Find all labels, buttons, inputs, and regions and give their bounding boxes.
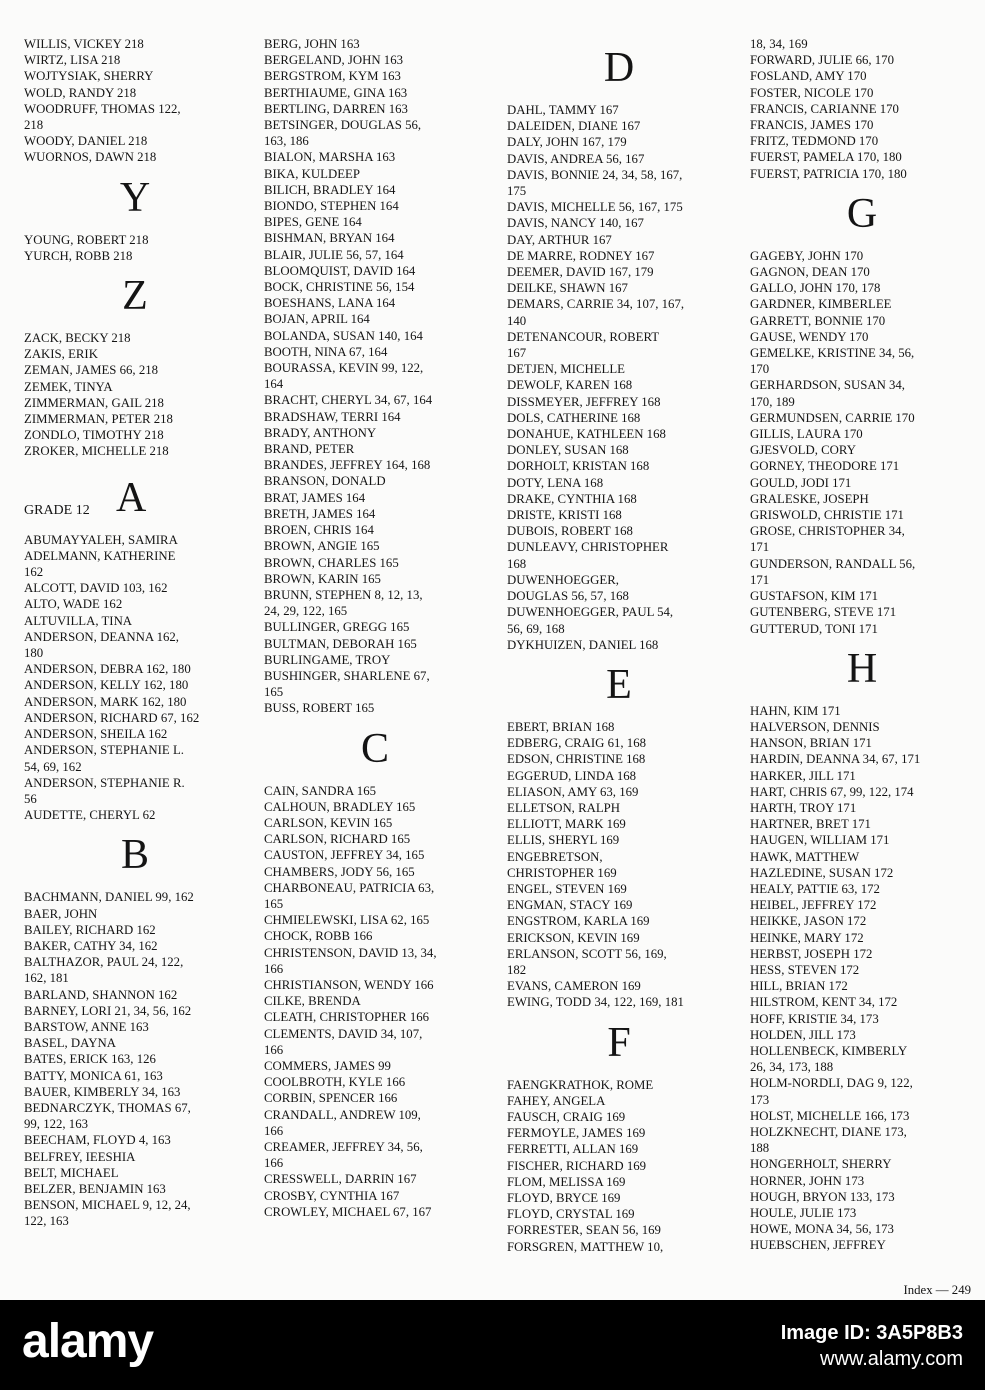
index-entry: FERRETTI, ALLAN 169	[507, 1142, 639, 1157]
index-entry: 182	[507, 962, 527, 977]
index-entry: GARRETT, BONNIE 170	[750, 313, 886, 328]
index-entry: BAILEY, RICHARD 162	[24, 922, 156, 937]
index-entry: COOLBROTH, KYLE 166	[264, 1075, 406, 1090]
index-entry: BERG, JOHN 163	[264, 37, 360, 51]
index-entry: HOWE, MONA 34, 56, 173	[750, 1222, 894, 1237]
index-entry: 140	[507, 313, 527, 328]
index-entry: GUTENBERG, STEVE 171	[750, 605, 897, 620]
index-entry: WIRTZ, LISA 218	[24, 53, 121, 68]
index-entry: ANDERSON, STEPHANIE L.	[24, 743, 184, 758]
index-entry: DOTY, LENA 168	[507, 475, 604, 490]
watermark-banner	[0, 1300, 985, 1390]
index-entry: CARLSON, KEVIN 165	[264, 815, 393, 830]
index-column-2	[264, 36, 486, 1220]
index-entry: BERTLING, DARREN 163	[264, 101, 408, 116]
index-entry: CROWLEY, MICHAEL 67, 167	[264, 1204, 432, 1219]
index-entry: FORSGREN, MATTHEW 10,	[507, 1239, 664, 1254]
index-entry: CILKE, BRENDA	[264, 994, 361, 1009]
index-entry: DAVIS, ANDREA 56, 167	[507, 151, 645, 166]
index-entry: ANDERSON, DEBRA 162, 180	[24, 662, 191, 677]
index-entry: GORNEY, THEODORE 171	[750, 459, 900, 474]
index-entry: DUWENHOEGGER, PAUL 54,	[507, 605, 674, 620]
index-entry: GRALESKE, JOSEPH	[750, 491, 869, 506]
index-entry: CRANDALL, ANDREW 109,	[264, 1107, 421, 1122]
index-entry: EDBERG, CRAIG 61, 168	[507, 736, 646, 751]
index-entry: DAVIS, BONNIE 24, 34, 58, 167,	[507, 167, 683, 182]
index-entry: HEINKE, MARY 172	[750, 930, 864, 945]
index-entry: GEMELKE, KRISTINE 34, 56,	[750, 346, 915, 361]
index-entry: BARLAND, SHANNON 162	[24, 987, 178, 1002]
index-entry: ABUMAYYALEH, SAMIRA	[24, 532, 178, 547]
index-entry: ELLIOTT, MARK 169	[507, 817, 626, 832]
section-letter: H	[846, 645, 878, 692]
index-entry: CAIN, SANDRA 165	[264, 783, 376, 798]
index-entry: HOLLENBECK, KIMBERLY	[750, 1043, 908, 1058]
index-entry: ZONDLO, TIMOTHY 218	[24, 428, 164, 443]
index-entry: BRAND, PETER	[264, 442, 355, 457]
index-entry: ALTO, WADE 162	[24, 597, 123, 612]
index-entry: DETJEN, MICHELLE	[507, 362, 625, 377]
index-entry: FUERST, PATRICIA 170, 180	[750, 166, 907, 181]
index-entry: YOUNG, ROBERT 218	[24, 232, 149, 247]
index-entry: BUSHINGER, SHARLENE 67,	[264, 668, 430, 683]
index-entry: BIALON, MARSHA 163	[264, 150, 396, 165]
section-letter: C	[360, 725, 389, 772]
index-entry: FLOM, MELISSA 169	[507, 1174, 626, 1189]
index-entry: HARTH, TROY 171	[750, 800, 857, 815]
index-entry: FRITZ, TEDMOND 170	[750, 134, 879, 149]
index-entry: ANDERSON, DEANNA 162,	[24, 629, 179, 644]
index-entry: DORHOLT, KRISTAN 168	[507, 459, 650, 474]
index-entry: HILSTROM, KENT 34, 172	[750, 995, 898, 1010]
index-entry: HEALY, PATTIE 63, 172	[750, 881, 880, 896]
index-entry: BIONDO, STEPHEN 164	[264, 199, 399, 214]
grade-label: GRADE 12	[24, 502, 90, 518]
index-entry: BRAT, JAMES 164	[264, 490, 366, 505]
index-entry: BETSINGER, DOUGLAS 56,	[264, 118, 422, 133]
index-entry: 171	[750, 540, 770, 555]
index-entry: CHOCK, ROBB 166	[264, 929, 373, 944]
index-entry: DALY, JOHN 167, 179	[507, 135, 627, 150]
index-entry: 99, 122, 163	[24, 1117, 88, 1132]
index-entry: ALTUVILLA, TINA	[24, 613, 133, 628]
section-header-row	[24, 476, 246, 520]
index-entry: ENGEL, STEVEN 169	[507, 881, 627, 896]
index-entry: 164	[264, 377, 284, 392]
index-entry: BERGSTROM, KYM 163	[264, 69, 401, 84]
index-entry: DRAKE, CYNTHIA 168	[507, 491, 637, 506]
index-entry: 24, 29, 122, 165	[264, 604, 348, 619]
index-entry: DONAHUE, KATHLEEN 168	[507, 427, 666, 442]
index-entry: 180	[24, 646, 44, 661]
index-entry: 175	[507, 184, 527, 199]
index-entry: BRADY, ANTHONY	[264, 425, 377, 440]
index-entry: WOLD, RANDY 218	[24, 85, 137, 100]
index-entry: DETENANCOUR, ROBERT	[507, 329, 660, 344]
index-entry: ZIMMERMAN, PETER 218	[24, 412, 173, 427]
index-entry: FRANCIS, CARIANNE 170	[750, 101, 899, 116]
index-entry: HEIBEL, JEFFREY 172	[750, 898, 877, 913]
index-entry: BIPES, GENE 164	[264, 215, 362, 230]
index-entry: BURLINGAME, TROY	[264, 652, 391, 667]
index-entry: DAVIS, MICHELLE 56, 167, 175	[507, 200, 683, 215]
index-entry: WILLIS, VICKEY 218	[24, 37, 144, 51]
index-entry: 218	[24, 118, 44, 133]
index-entry: DE MARRE, RODNEY 167	[507, 248, 655, 263]
index-entry: ZEMEK, TINYA	[24, 379, 113, 394]
index-column-3	[507, 36, 731, 1255]
index-entry: WOODRUFF, THOMAS 122,	[24, 101, 181, 116]
section-letter: A	[116, 474, 147, 521]
index-entry: BELT, MICHAEL	[24, 1165, 119, 1180]
index-entry: 171	[750, 572, 770, 587]
index-entry: BARNEY, LORI 21, 34, 56, 162	[24, 1003, 192, 1018]
index-entry: BUSS, ROBERT 165	[264, 701, 375, 716]
index-entry: HOULE, JULIE 173	[750, 1206, 857, 1220]
index-entry: HORNER, JOHN 173	[750, 1173, 865, 1188]
index-entry: 166	[264, 961, 284, 976]
index-entry: FLOYD, CRYSTAL 169	[507, 1207, 635, 1222]
section-letter: G	[846, 190, 878, 237]
index-entry: DUBOIS, ROBERT 168	[507, 524, 633, 539]
index-entry: ZACK, BECKY 218	[24, 331, 131, 346]
index-entry: GUTTERUD, TONI 171	[750, 621, 878, 636]
index-entry: GROSE, CHRISTOPHER 34,	[750, 524, 905, 539]
index-entry: DISSMEYER, JEFFREY 168	[507, 394, 661, 409]
index-entry: DYKHUIZEN, DANIEL 168	[507, 637, 659, 652]
index-entry: BRETH, JAMES 164	[264, 506, 376, 521]
index-entry: BEECHAM, FLOYD 4, 163	[24, 1133, 171, 1148]
index-entry: DONLEY, SUSAN 168	[507, 443, 629, 458]
index-entry: ANDERSON, RICHARD 67, 162	[24, 710, 200, 725]
index-entry: DEWOLF, KAREN 168	[507, 378, 633, 393]
page-footer-label: Index — 249	[903, 1283, 971, 1297]
index-entry: GERMUNDSEN, CARRIE 170	[750, 410, 915, 425]
index-entry: GERHARDSON, SUSAN 34,	[750, 378, 906, 393]
index-entry: 170, 189	[750, 394, 795, 409]
index-entry: HALVERSON, DENNIS	[750, 719, 880, 734]
index-entry: BROEN, CHRIS 164	[264, 523, 374, 538]
index-entry: ZEMAN, JAMES 66, 218	[24, 363, 159, 378]
index-entry: BACHMANN, DANIEL 99, 162	[24, 890, 194, 905]
index-entry: HAHN, KIM 171	[750, 703, 841, 718]
index-entry: HAUGEN, WILLIAM 171	[750, 833, 890, 848]
index-entry: HANSON, BRIAN 171	[750, 736, 872, 751]
index-entry: ERLANSON, SCOTT 56, 169,	[507, 946, 667, 961]
index-entry: GUSTAFSON, KIM 171	[750, 589, 879, 604]
index-entry: HOLM-NORDLI, DAG 9, 122,	[750, 1076, 913, 1091]
index-entry: FOSTER, NICOLE 170	[750, 85, 874, 100]
index-entry: BULLINGER, GREGG 165	[264, 620, 410, 635]
index-entry: DOUGLAS 56, 57, 168	[507, 589, 629, 604]
index-entry: ENGSTROM, KARLA 169	[507, 914, 650, 929]
index-entry: BLOOMQUIST, DAVID 164	[264, 263, 416, 278]
index-entry: CHARBONEAU, PATRICIA 63,	[264, 880, 435, 895]
index-entry: FAENGKRATHOK, ROME	[507, 1077, 654, 1092]
index-entry: DAHL, TAMMY 167	[507, 103, 619, 117]
index-entry: HOFF, KRISTIE 34, 173	[750, 1011, 879, 1026]
index-entry: HOLZKNECHT, DIANE 173,	[750, 1124, 907, 1139]
index-entry: HAZLEDINE, SUSAN 172	[750, 865, 894, 880]
index-entry: ELIASON, AMY 63, 169	[507, 784, 639, 799]
index-entry: FAUSCH, CRAIG 169	[507, 1109, 626, 1124]
index-entry: BAER, JOHN	[24, 906, 98, 921]
section-letter: D	[603, 45, 635, 91]
index-entry: HOLST, MICHELLE 166, 173	[750, 1108, 910, 1123]
index-entry: DEEMER, DAVID 167, 179	[507, 265, 654, 280]
index-entry: BILICH, BRADLEY 164	[264, 182, 396, 197]
index-entry: BRANSON, DONALD	[264, 474, 386, 489]
index-entry: 162	[24, 565, 44, 580]
index-entry: ALCOTT, DAVID 103, 162	[24, 581, 168, 596]
index-entry: WOJTYSIAK, SHERRY	[24, 69, 154, 84]
index-entry: DEMARS, CARRIE 34, 107, 167,	[507, 297, 685, 312]
index-entry: CHRISTENSON, DAVID 13, 34,	[264, 945, 437, 960]
index-entry: CALHOUN, BRADLEY 165	[264, 799, 416, 814]
index-entry: CHMIELEWSKI, LISA 62, 165	[264, 913, 430, 928]
index-entry: FRANCIS, JAMES 170	[750, 118, 874, 133]
index-entry: BAKER, CATHY 34, 162	[24, 938, 158, 953]
index-entry: HERBST, JOSEPH 172	[750, 946, 873, 961]
index-entry: CHRISTIANSON, WENDY 166	[264, 977, 434, 992]
index-entry: FORRESTER, SEAN 56, 169	[507, 1223, 661, 1238]
index-entry: BISHMAN, BRYAN 164	[264, 231, 395, 246]
index-entry: BEDNARCZYK, THOMAS 67,	[24, 1100, 191, 1115]
index-entry: 162, 181	[24, 971, 69, 986]
index-entry: BRANDES, JEFFREY 164, 168	[264, 458, 431, 473]
index-entry: GARDNER, KIMBERLEE	[750, 297, 892, 312]
index-entry: 26, 34, 173, 188	[750, 1060, 834, 1075]
index-entry: FLOYD, BRYCE 169	[507, 1190, 621, 1205]
index-entry: EVANS, CAMERON 169	[507, 979, 641, 994]
index-entry: ENGEBRETSON,	[507, 849, 603, 864]
index-entry: HOLDEN, JILL 173	[750, 1027, 856, 1042]
index-entry: ANDERSON, SHEILA 162	[24, 727, 168, 742]
index-entry: BALTHAZOR, PAUL 24, 122,	[24, 955, 184, 970]
index-entry: BOCK, CHRISTINE 56, 154	[264, 280, 415, 295]
index-entry: FORWARD, JULIE 66, 170	[750, 53, 894, 68]
index-entry: BIKA, KULDEEP	[264, 166, 360, 181]
index-entry: GILLIS, LAURA 170	[750, 427, 863, 442]
index-entry: ERICKSON, KEVIN 169	[507, 930, 640, 945]
index-entry: GALLO, JOHN 170, 178	[750, 281, 881, 296]
section-letter: B	[120, 832, 149, 879]
index-entry: BOLANDA, SUSAN 140, 164	[264, 328, 423, 343]
index-entry: GJESVOLD, CORY	[750, 443, 856, 458]
alamy-logo: alamy	[22, 1315, 154, 1368]
index-entry: DEILKE, SHAWN 167	[507, 281, 628, 296]
index-entry: 163, 186	[264, 134, 309, 149]
index-entry: YURCH, ROBB 218	[24, 248, 133, 263]
index-entry: EWING, TODD 34, 122, 169, 181	[507, 995, 684, 1010]
index-entry: CLEMENTS, DAVID 34, 107,	[264, 1026, 423, 1041]
index-entry: CHAMBERS, JODY 56, 165	[264, 864, 415, 879]
index-entry: 18, 34, 169	[750, 37, 808, 51]
index-entry: GAGNON, DEAN 170	[750, 265, 870, 280]
index-entry: CHRISTOPHER 169	[507, 865, 617, 880]
index-entry: HOUGH, BRYON 133, 173	[750, 1189, 895, 1204]
index-column-4	[750, 36, 974, 1254]
section-letter: Z	[122, 273, 148, 320]
index-entry: BARSTOW, ANNE 163	[24, 1019, 149, 1034]
section-letter: E	[606, 661, 632, 708]
index-entry: BENSON, MICHAEL 9, 12, 24,	[24, 1198, 191, 1213]
index-entry: CORBIN, SPENCER 166	[264, 1091, 398, 1106]
index-entry: BATES, ERICK 163, 126	[24, 1052, 156, 1067]
section-letter: Y	[119, 174, 151, 221]
image-id-label: Image ID: 3A5P8B3	[780, 1322, 963, 1344]
index-entry: EDSON, CHRISTINE 168	[507, 752, 646, 767]
index-entry: BERGELAND, JOHN 163	[264, 53, 403, 68]
index-entry: 170	[750, 362, 770, 377]
index-entry: DAY, ARTHUR 167	[507, 232, 612, 247]
index-entry: ENGMAN, STACY 169	[507, 898, 633, 913]
index-entry: HARTNER, BRET 171	[750, 817, 871, 832]
index-entry: BERTHIAUME, GINA 163	[264, 85, 408, 100]
index-entry: BOOTH, NINA 67, 164	[264, 344, 388, 359]
index-entry: FUERST, PAMELA 170, 180	[750, 150, 902, 165]
index-entry: ANDERSON, MARK 162, 180	[24, 694, 187, 709]
index-entry: DAVIS, NANCY 140, 167	[507, 216, 644, 231]
index-column-1	[24, 36, 246, 1230]
index-entry: ZROKER, MICHELLE 218	[24, 444, 169, 459]
index-entry: BASEL, DAYNA	[24, 1036, 116, 1051]
index-entry: CAUSTON, JEFFREY 34, 165	[264, 848, 425, 863]
index-entry: GAGEBY, JOHN 170	[750, 248, 864, 263]
index-entry: 166	[264, 1042, 284, 1057]
index-entry: DUNLEAVY, CHRISTOPHER	[507, 540, 669, 555]
index-entry: 168	[507, 556, 527, 571]
index-entry: CROSBY, CYNTHIA 167	[264, 1188, 400, 1203]
index-entry: HILL, BRIAN 172	[750, 979, 848, 994]
banner-info	[781, 1320, 963, 1372]
index-entry: GOULD, JODI 171	[750, 475, 852, 490]
index-entry: ELLIS, SHERYL 169	[507, 833, 620, 848]
index-entry: AUDETTE, CHERYL 62	[24, 808, 156, 823]
index-entry: BLAIR, JULIE 56, 57, 164	[264, 247, 404, 262]
index-entry: 165	[264, 685, 284, 700]
index-entry: ANDERSON, KELLY 162, 180	[24, 678, 189, 693]
index-entry: HEIKKE, JASON 172	[750, 914, 867, 929]
index-entry: BAUER, KIMBERLY 34, 163	[24, 1084, 181, 1099]
index-entry: 166	[264, 1123, 284, 1138]
index-entry: CARLSON, RICHARD 165	[264, 832, 411, 847]
index-entry: BOESHANS, LANA 164	[264, 296, 396, 311]
index-entry: 54, 69, 162	[24, 759, 82, 774]
index-entry: FAHEY, ANGELA	[507, 1093, 606, 1108]
index-entry: HAWK, MATTHEW	[750, 849, 860, 864]
index-entry: ANDERSON, STEPHANIE R.	[24, 775, 185, 790]
index-entry: HONGERHOLT, SHERRY	[750, 1157, 892, 1172]
index-entry: EGGERUD, LINDA 168	[507, 768, 637, 783]
index-entry: BATTY, MONICA 61, 163	[24, 1068, 163, 1083]
index-entry: FERMOYLE, JAMES 169	[507, 1126, 646, 1141]
index-entry: CLEATH, CHRISTOPHER 166	[264, 1010, 430, 1025]
index-entry: EBERT, BRIAN 168	[507, 719, 615, 734]
index-entry: ZAKIS, ERIK	[24, 347, 98, 362]
index-entry: BELZER, BENJAMIN 163	[24, 1181, 166, 1196]
index-entry: 165	[264, 896, 284, 911]
index-entry: 188	[750, 1141, 770, 1156]
index-entry: BOURASSA, KEVIN 99, 122,	[264, 361, 424, 376]
index-entry: 56, 69, 168	[507, 621, 565, 636]
index-entry: HARDIN, DEANNA 34, 67, 171	[750, 752, 921, 767]
index-entry: GUNDERSON, RANDALL 56,	[750, 556, 916, 571]
index-entry: BRUNN, STEPHEN 8, 12, 13,	[264, 587, 423, 602]
index-entry: ZIMMERMAN, GAIL 218	[24, 395, 164, 410]
index-entry: BRADSHAW, TERRI 164	[264, 409, 401, 424]
index-entry: BRACHT, CHERYL 34, 67, 164	[264, 393, 433, 408]
index-entry: GRISWOLD, CHRISTIE 171	[750, 508, 904, 523]
index-entry: 166	[264, 1156, 284, 1171]
index-entry: 56	[24, 791, 37, 806]
index-entry: GAUSE, WENDY 170	[750, 329, 869, 344]
index-entry: BROWN, KARIN 165	[264, 571, 381, 586]
index-entry: HARKER, JILL 171	[750, 768, 856, 783]
index-entry: BULTMAN, DEBORAH 165	[264, 636, 417, 651]
index-entry: 173	[750, 1092, 770, 1107]
index-entry: DUWENHOEGGER,	[507, 572, 619, 587]
index-entry: DRISTE, KRISTI 168	[507, 508, 622, 523]
banner-url: www.alamy.com	[820, 1348, 963, 1370]
index-entry: ELLETSON, RALPH	[507, 800, 621, 815]
index-entry: WUORNOS, DAWN 218	[24, 150, 157, 165]
index-entry: BROWN, CHARLES 165	[264, 555, 399, 570]
index-entry: CRESSWELL, DARRIN 167	[264, 1172, 417, 1187]
index-entry: DOLS, CATHERINE 168	[507, 410, 641, 425]
section-letter: F	[607, 1019, 631, 1066]
index-entry: BROWN, ANGIE 165	[264, 539, 380, 554]
index-entry: BELFREY, IEESHIA	[24, 1149, 136, 1164]
index-entry: COMMERS, JAMES 99	[264, 1058, 391, 1073]
index-entry: BOJAN, APRIL 164	[264, 312, 370, 327]
index-entry: 167	[507, 346, 527, 361]
index-entry: ADELMANN, KATHERINE	[24, 548, 176, 563]
index-entry: WOODY, DANIEL 218	[24, 134, 148, 149]
index-entry: CREAMER, JEFFREY 34, 56,	[264, 1140, 423, 1154]
index-entry: HART, CHRIS 67, 99, 122, 174	[750, 784, 914, 799]
index-entry: FOSLAND, AMY 170	[750, 69, 867, 84]
index-entry: HESS, STEVEN 172	[750, 962, 860, 977]
index-entry: FISCHER, RICHARD 169	[507, 1158, 647, 1173]
index-entry: DALEIDEN, DIANE 167	[507, 119, 641, 134]
index-entry: 122, 163	[24, 1214, 69, 1229]
index-entry: HUEBSCHEN, JEFFREY	[750, 1238, 886, 1253]
